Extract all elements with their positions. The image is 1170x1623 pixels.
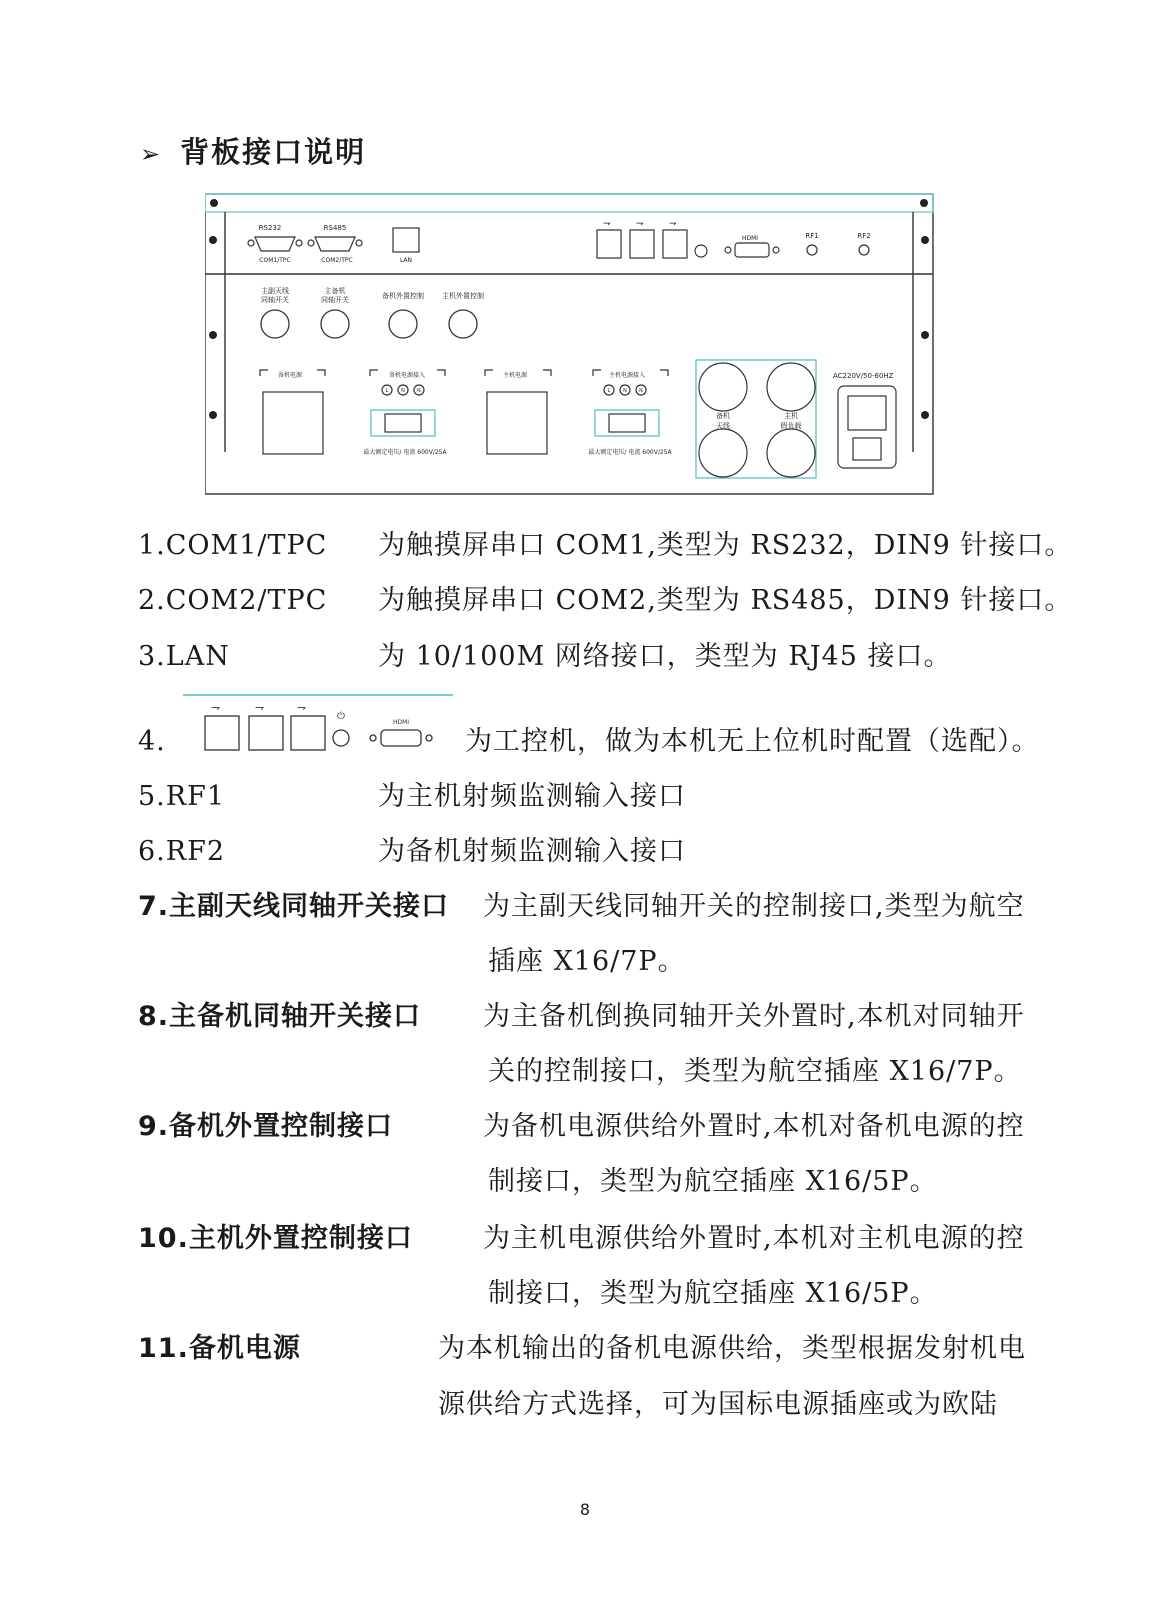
usb-port-1 [597,230,621,258]
screw-hole [210,199,218,207]
hdmi-label: HDMI [741,235,759,242]
backup-power-input-label: 备机电源接入 [388,372,426,379]
usb-port [249,716,283,750]
main-backup-switch-label-2: 同轴开关 [321,296,349,304]
pe-label: PE [638,388,644,393]
hdmi-connector [735,243,769,257]
screw-hole [209,411,217,419]
main-dummy-label-2: 假负载 [780,422,802,430]
main-rating-label: 最大额定电压/ 电流 600V/25A [588,449,672,456]
rf1-connector [807,245,817,255]
item-number: 8.主备机同轴开关接口 [138,1001,422,1032]
item-number: 3.LAN [138,641,230,672]
item-number: 4. [138,726,166,757]
item-number: 9.备机外置控制接口 [138,1111,394,1142]
rf2-connector [859,245,869,255]
backup-antenna-port-top [699,363,747,411]
backup-power-outlet [263,392,323,454]
screw-hole [209,236,217,244]
main-ext-control-label: 主机外置控制 [442,292,484,300]
section-heading [140,130,366,171]
usb-icons [603,219,677,229]
screw-hole [921,331,929,339]
panel-outline [205,194,933,494]
page-number: 8 [579,1500,591,1519]
rf1-label: RF1 [805,232,819,240]
item-description-line: 关的控制接口，类型为航空插座 X16/7P。 [488,1056,1022,1087]
item-description: 为触摸屏串口 COM2,类型为 RS485，DIN9 针接口。 [378,585,1073,616]
hdmi-label: HDMI [392,719,410,726]
item-number: 2.COM2/TPC [138,585,328,616]
ac-inlet [838,386,896,468]
backup-rating-label: 最大额定电压/ 电流 600V/25A [363,449,447,456]
screw-hole [209,331,217,339]
section-heading-text: 背板接口说明 [180,135,367,169]
usb-port-2 [630,230,654,258]
backup-power-label: 备机电源 [277,372,303,379]
ac-rating-label: AC220V/50-60HZ [833,372,894,380]
item-description-line: 为主备机倒换同轴开关外置时,本机对同轴开 [483,1001,1025,1032]
item-description-line: 为备机电源供给外置时,本机对备机电源的控 [483,1111,1025,1142]
antenna-output-block [696,360,816,478]
backup-antenna-label-1: 备机 [716,412,730,420]
main-dummy-port-bottom [767,429,815,477]
main-backup-switch-port [321,310,349,338]
rs485-label: RS485 [323,224,347,232]
backup-ext-control-label: 备机外置控制 [382,292,424,300]
main-dummy-port-top [767,363,815,411]
usb-port [205,716,239,750]
backup-ext-control-port [389,310,417,338]
usb-icon: ⇁ [603,219,611,229]
pe-label: PE [416,388,422,393]
main-power-label: 主机电源 [502,372,528,379]
item-description-line: 为本机输出的备机电源供给，类型根据发射机电 [438,1333,1026,1364]
n-label: N [623,388,627,394]
usb-port [291,716,325,750]
panel-top-rail [205,194,933,212]
item-description-line: 源供给方式选择，可为国标电源插座或为欧陆 [438,1389,998,1420]
backup-antenna-port-bottom [699,429,747,477]
item-description: 为备机射频监测输入接口 [378,836,686,867]
item-description-line: 插座 X16/7P。 [488,946,686,977]
antenna-switch-label-2: 同轴开关 [261,296,289,304]
lan-connector [393,228,419,252]
usb-port-3 [663,230,687,258]
usb-icon: ⇁ [255,701,265,714]
item-description: 为 10/100M 网络接口，类型为 RJ45 接口。 [378,641,952,672]
item-number: 7.主副天线同轴开关接口 [138,891,450,922]
main-power-input-label: 主机电源接入 [608,372,646,379]
screw-hole [920,199,928,207]
usb-icon: ⇁ [669,219,677,229]
arrow-bullet-icon: ➢ [140,140,163,168]
item-description: 为触摸屏串口 COM1,类型为 RS232，DIN9 针接口。 [378,530,1073,561]
item-description-line: 为主机电源供给外置时,本机对主机电源的控 [483,1223,1025,1254]
antenna-switch-label-1: 主副天线 [261,287,289,295]
antenna-switch-port [261,310,289,338]
power-button [333,730,349,746]
item-number: 1.COM1/TPC [138,530,328,561]
item-description-line: 为主副天线同轴开关的控制接口,类型为航空 [483,891,1025,922]
usb-icon: ⇁ [297,701,307,714]
industrial-pc-ports-image [183,694,453,754]
rs232-label: RS232 [258,224,282,232]
item-description: 为工控机，做为本机无上位机时配置（选配）。 [465,726,1040,757]
com1-label: COM1/TPC [259,257,291,264]
hdmi-port [381,730,421,746]
usb-icon: ⇁ [636,219,644,229]
item-description: 为主机射频监测输入接口 [378,781,686,812]
rf2-label: RF2 [857,232,871,240]
item-description-line: 制接口，类型为航空插座 X16/5P。 [488,1278,938,1309]
lan-label: LAN [399,257,413,264]
power-icon: ⏻ [337,711,345,722]
l-label: L [385,388,389,394]
n-label: N [401,388,405,394]
com1-connector [255,237,295,251]
main-dummy-label-1: 主机 [784,412,798,420]
backup-antenna-label-2: 天线 [716,422,730,430]
main-power-outlet [487,392,547,454]
rear-panel-diagram [205,190,965,502]
item-number: 10.主机外置控制接口 [138,1223,413,1254]
usb-icon: ⇁ [211,701,221,714]
com2-label: COM2/TPC [321,257,353,264]
screw-hole [921,411,929,419]
power-button [695,245,707,257]
item-number: 6.RF2 [138,836,226,867]
item-number: 11.备机电源 [138,1333,301,1364]
item-number: 5.RF1 [138,781,226,812]
main-ext-control-port [449,310,477,338]
main-backup-switch-label-1: 主备机 [324,287,346,295]
com2-connector [315,237,355,251]
item-description-line: 制接口，类型为航空插座 X16/5P。 [488,1166,938,1197]
l-label: L [607,388,611,394]
screw-hole [921,236,929,244]
